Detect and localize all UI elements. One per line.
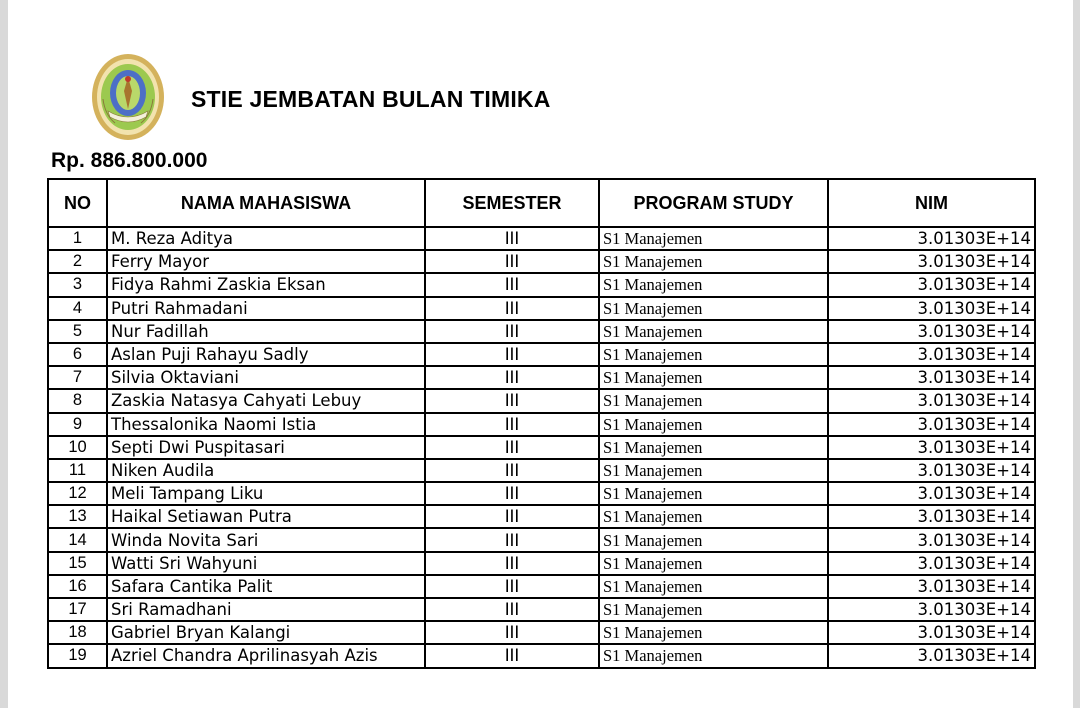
column-header-semester: SEMESTER	[425, 179, 599, 227]
cell-program: S1 Manajemen	[599, 227, 828, 250]
cell-program: S1 Manajemen	[599, 459, 828, 482]
cell-nim: 3.01303E+14	[828, 598, 1035, 621]
cell-semester: III	[425, 320, 599, 343]
cell-nim: 3.01303E+14	[828, 366, 1035, 389]
cell-nim: 3.01303E+14	[828, 273, 1035, 296]
cell-program: S1 Manajemen	[599, 552, 828, 575]
cell-program: S1 Manajemen	[599, 598, 828, 621]
cell-semester: III	[425, 389, 599, 412]
cell-semester: III	[425, 250, 599, 273]
cell-nim: 3.01303E+14	[828, 459, 1035, 482]
cell-program: S1 Manajemen	[599, 644, 828, 667]
cell-program: S1 Manajemen	[599, 436, 828, 459]
cell-no: 6	[48, 343, 107, 366]
cell-no: 11	[48, 459, 107, 482]
institution-title: STIE JEMBATAN BULAN TIMIKA	[191, 86, 551, 112]
cell-name: Fidya Rahmi Zaskia Eksan	[107, 273, 425, 296]
cell-name: Meli Tampang Liku	[107, 482, 425, 505]
cell-name: Thessalonika Naomi Istia	[107, 413, 425, 436]
cell-semester: III	[425, 482, 599, 505]
table-row	[48, 297, 1035, 320]
table-row	[48, 436, 1035, 459]
table-row	[48, 366, 1035, 389]
cell-no: 3	[48, 273, 107, 296]
table-body	[48, 227, 1035, 668]
cell-semester: III	[425, 413, 599, 436]
cell-no: 19	[48, 644, 107, 667]
cell-semester: III	[425, 552, 599, 575]
table-row	[48, 482, 1035, 505]
cell-semester: III	[425, 297, 599, 320]
cell-name: Haikal Setiawan Putra	[107, 505, 425, 528]
cell-semester: III	[425, 644, 599, 667]
cell-program: S1 Manajemen	[599, 505, 828, 528]
table-row	[48, 227, 1035, 250]
cell-name: Aslan Puji Rahayu Sadly	[107, 343, 425, 366]
column-header-name: NAMA MAHASISWA	[107, 179, 425, 227]
cell-name: Azriel Chandra Aprilinasyah Azis	[107, 644, 425, 667]
cell-semester: III	[425, 528, 599, 551]
cell-name: Zaskia Natasya Cahyati Lebuy	[107, 389, 425, 412]
cell-semester: III	[425, 598, 599, 621]
column-header-no: NO	[48, 179, 107, 227]
cell-program: S1 Manajemen	[599, 575, 828, 598]
cell-name: Gabriel Bryan Kalangi	[107, 621, 425, 644]
cell-no: 17	[48, 598, 107, 621]
total-amount: Rp. 886.800.000	[51, 149, 208, 172]
table-row	[48, 320, 1035, 343]
cell-no: 1	[48, 227, 107, 250]
student-table	[47, 178, 1036, 669]
cell-semester: III	[425, 459, 599, 482]
cell-semester: III	[425, 621, 599, 644]
cell-name: Niken Audila	[107, 459, 425, 482]
cell-semester: III	[425, 436, 599, 459]
cell-name: Winda Novita Sari	[107, 528, 425, 551]
cell-nim: 3.01303E+14	[828, 552, 1035, 575]
cell-name: Sri Ramadhani	[107, 598, 425, 621]
table-row	[48, 505, 1035, 528]
cell-program: S1 Manajemen	[599, 343, 828, 366]
cell-no: 18	[48, 621, 107, 644]
cell-nim: 3.01303E+14	[828, 413, 1035, 436]
cell-semester: III	[425, 343, 599, 366]
cell-no: 9	[48, 413, 107, 436]
cell-nim: 3.01303E+14	[828, 320, 1035, 343]
cell-name: Septi Dwi Puspitasari	[107, 436, 425, 459]
cell-program: S1 Manajemen	[599, 621, 828, 644]
table-row	[48, 621, 1035, 644]
institution-logo-icon	[91, 53, 165, 141]
cell-no: 16	[48, 575, 107, 598]
cell-nim: 3.01303E+14	[828, 436, 1035, 459]
cell-nim: 3.01303E+14	[828, 343, 1035, 366]
cell-no: 2	[48, 250, 107, 273]
cell-program: S1 Manajemen	[599, 273, 828, 296]
cell-no: 5	[48, 320, 107, 343]
table-row	[48, 575, 1035, 598]
cell-nim: 3.01303E+14	[828, 621, 1035, 644]
cell-name: M. Reza Aditya	[107, 227, 425, 250]
table-row	[48, 552, 1035, 575]
cell-name: Putri Rahmadani	[107, 297, 425, 320]
cell-semester: III	[425, 227, 599, 250]
cell-nim: 3.01303E+14	[828, 528, 1035, 551]
table-row	[48, 644, 1035, 667]
cell-no: 4	[48, 297, 107, 320]
cell-nim: 3.01303E+14	[828, 505, 1035, 528]
cell-no: 7	[48, 366, 107, 389]
cell-no: 8	[48, 389, 107, 412]
cell-nim: 3.01303E+14	[828, 644, 1035, 667]
table-row	[48, 273, 1035, 296]
cell-program: S1 Manajemen	[599, 482, 828, 505]
cell-nim: 3.01303E+14	[828, 482, 1035, 505]
cell-program: S1 Manajemen	[599, 389, 828, 412]
cell-no: 10	[48, 436, 107, 459]
cell-no: 12	[48, 482, 107, 505]
cell-no: 14	[48, 528, 107, 551]
column-header-nim: NIM	[828, 179, 1035, 227]
cell-nim: 3.01303E+14	[828, 227, 1035, 250]
table-row	[48, 528, 1035, 551]
cell-semester: III	[425, 273, 599, 296]
table-row	[48, 598, 1035, 621]
cell-semester: III	[425, 575, 599, 598]
table-row	[48, 250, 1035, 273]
cell-name: Ferry Mayor	[107, 250, 425, 273]
cell-name: Silvia Oktaviani	[107, 366, 425, 389]
cell-program: S1 Manajemen	[599, 297, 828, 320]
column-header-program: PROGRAM STUDY	[599, 179, 828, 227]
cell-nim: 3.01303E+14	[828, 575, 1035, 598]
cell-program: S1 Manajemen	[599, 320, 828, 343]
cell-semester: III	[425, 505, 599, 528]
cell-program: S1 Manajemen	[599, 528, 828, 551]
cell-nim: 3.01303E+14	[828, 297, 1035, 320]
cell-name: Safara Cantika Palit	[107, 575, 425, 598]
table-header-row	[48, 179, 1035, 227]
table-row	[48, 389, 1035, 412]
table-row	[48, 413, 1035, 436]
cell-no: 13	[48, 505, 107, 528]
cell-semester: III	[425, 366, 599, 389]
cell-name: Nur Fadillah	[107, 320, 425, 343]
cell-nim: 3.01303E+14	[828, 250, 1035, 273]
cell-name: Watti Sri Wahyuni	[107, 552, 425, 575]
table-row	[48, 343, 1035, 366]
table-row	[48, 459, 1035, 482]
cell-program: S1 Manajemen	[599, 366, 828, 389]
cell-nim: 3.01303E+14	[828, 389, 1035, 412]
cell-no: 15	[48, 552, 107, 575]
cell-program: S1 Manajemen	[599, 250, 828, 273]
cell-program: S1 Manajemen	[599, 413, 828, 436]
